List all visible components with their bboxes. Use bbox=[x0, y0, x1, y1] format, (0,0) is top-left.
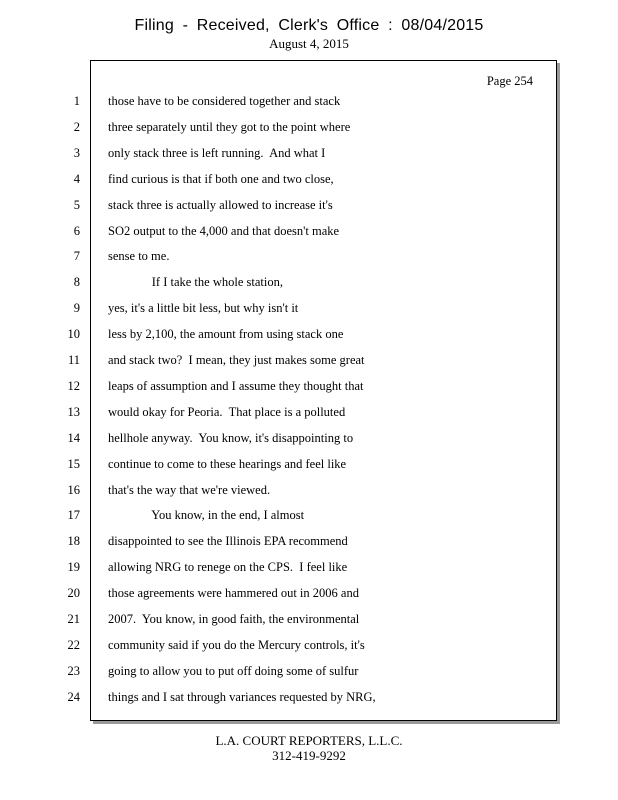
line-text: You know, in the end, I almost bbox=[108, 508, 305, 523]
line-number: 16 bbox=[67, 482, 80, 497]
line-number: 18 bbox=[67, 534, 80, 549]
line-text: SO2 output to the 4,000 and that doesn't make bbox=[108, 223, 340, 238]
filing-stamp: Filing - Received, Clerk's Office : 08/04/2015 bbox=[134, 17, 484, 34]
line-number: 5 bbox=[73, 197, 80, 212]
line-number: 2 bbox=[73, 119, 80, 134]
line-number: 3 bbox=[73, 145, 80, 160]
line-number: 12 bbox=[67, 378, 80, 393]
line-number: 9 bbox=[73, 301, 80, 316]
line-text: leaps of assumption and I assume they thought that bbox=[108, 378, 364, 393]
line-number: 8 bbox=[73, 275, 80, 290]
line-number: 17 bbox=[67, 508, 80, 523]
line-number: 19 bbox=[67, 560, 80, 575]
line-number: 13 bbox=[67, 404, 80, 419]
line-number: 4 bbox=[73, 171, 80, 186]
line-text: less by 2,100, the amount from using stack one bbox=[108, 327, 344, 342]
line-text: hellhole anyway. You know, it's disappointing to bbox=[108, 430, 354, 445]
line-text: that's the way that we're viewed. bbox=[108, 482, 271, 497]
line-text: those have to be considered together and stack bbox=[108, 94, 341, 108]
line-text: disappointed to see the Illinois EPA recommend bbox=[108, 534, 348, 549]
line-text: find curious is that if both one and two close, bbox=[108, 171, 334, 186]
line-text: going to allow you to put off doing some of sulfur bbox=[108, 663, 359, 678]
line-number: 10 bbox=[67, 327, 80, 342]
line-text: community said if you do the Mercury controls, it's bbox=[108, 637, 365, 652]
line-text: 2007. You know, in good faith, the environmental bbox=[108, 612, 360, 626]
footer-company: L.A. COURT REPORTERS, L.L.C. bbox=[215, 733, 403, 748]
line-text: stack three is actually allowed to increase it's bbox=[108, 197, 333, 212]
footer-phone: 312-419-9292 bbox=[272, 748, 346, 763]
header-date: August 4, 2015 bbox=[269, 36, 349, 51]
line-text: continue to come to these hearings and feel like bbox=[108, 456, 347, 471]
line-text: and stack two? I mean, they just makes some great bbox=[108, 353, 365, 367]
line-text: those agreements were hammered out in 2006 and bbox=[108, 586, 359, 601]
line-number: 23 bbox=[67, 663, 80, 678]
line-number: 1 bbox=[73, 94, 80, 108]
line-number: 24 bbox=[67, 689, 80, 704]
line-number: 22 bbox=[67, 637, 80, 652]
line-text: things and I sat through variances requested by NRG, bbox=[108, 689, 376, 704]
line-number: 20 bbox=[67, 586, 80, 601]
line-text: three separately until they got to the point where bbox=[108, 119, 351, 134]
line-number: 6 bbox=[73, 223, 80, 238]
line-text: sense to me. bbox=[108, 249, 170, 264]
line-text: allowing NRG to renege on the CPS. I feel like bbox=[108, 560, 348, 575]
line-number: 15 bbox=[67, 456, 80, 471]
line-text: yes, it's a little bit less, but why isn't it bbox=[108, 301, 299, 316]
line-number: 21 bbox=[67, 612, 80, 626]
page-number: Page 254 bbox=[486, 74, 533, 88]
line-number: 14 bbox=[67, 430, 80, 445]
line-number: 7 bbox=[73, 249, 80, 264]
line-text: If I take the whole station, bbox=[108, 275, 283, 290]
line-number: 11 bbox=[67, 353, 80, 367]
line-text: only stack three is left running. And what I bbox=[108, 145, 326, 160]
line-text: would okay for Peoria. That place is a polluted bbox=[108, 404, 346, 419]
